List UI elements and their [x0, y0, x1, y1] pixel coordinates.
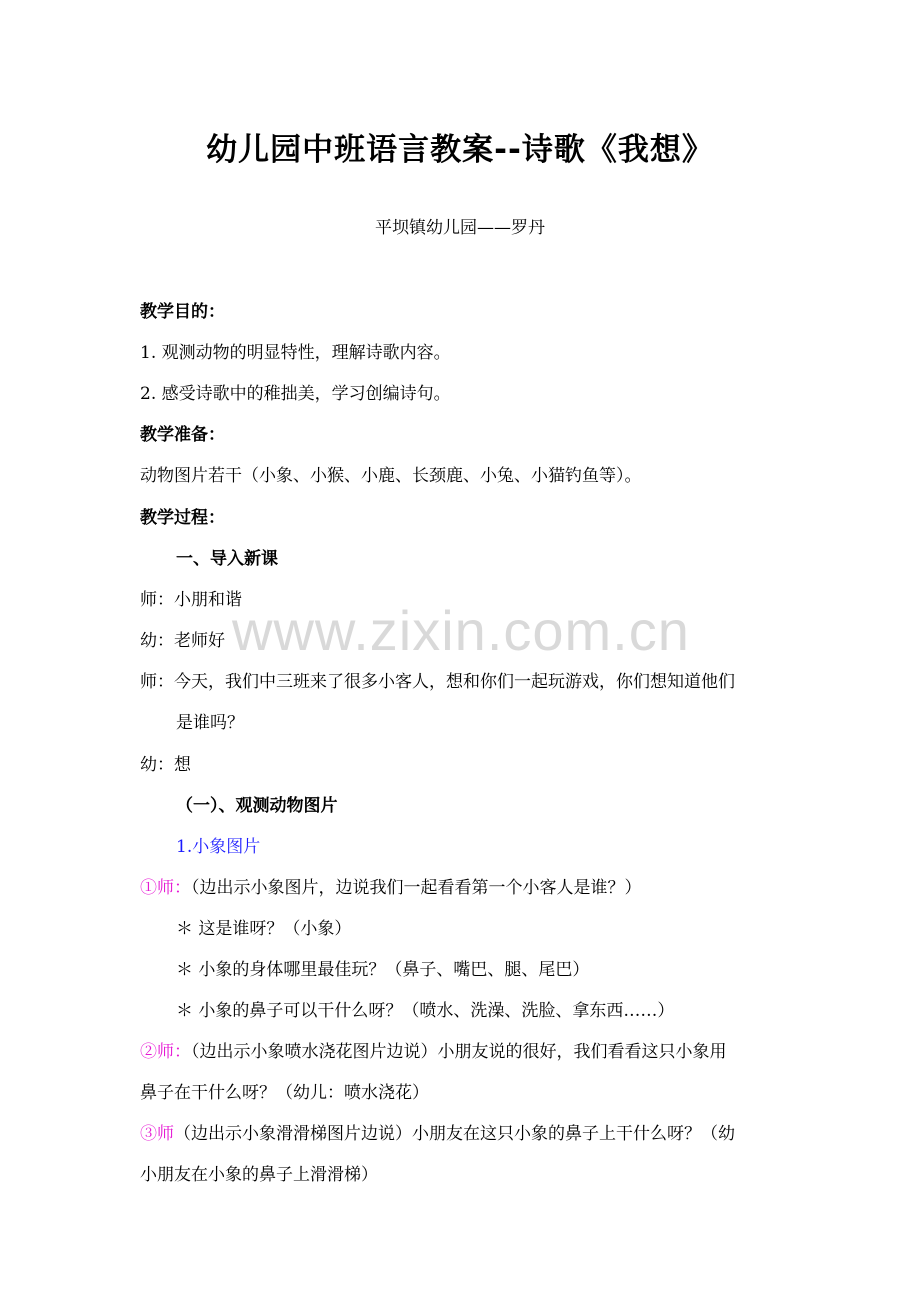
question-line-cont: 鼻子在干什么呀？（幼儿：喷水浇花）	[140, 1083, 429, 1103]
bullet-item: ＊ 小象的鼻子可以干什么呀？（喷水、洗澡、洗脸、拿东西……）	[176, 1001, 675, 1021]
question-line	[140, 1037, 727, 1062]
goal-heading: 教学目的：	[140, 302, 225, 322]
dialogue-line: 幼：老师好	[140, 631, 225, 651]
dialogue-line: 师：今天，我们中三班来了很多小客人，想和你们一起玩游戏，你们想知道他们	[140, 672, 735, 692]
dialogue-line: 师：小朋和谐	[140, 590, 242, 610]
bullet-item: ＊ 这是谁呀？（小象）	[176, 919, 352, 939]
prep-heading: 教学准备：	[140, 425, 225, 445]
dialogue-line: 幼：想	[140, 755, 191, 775]
item-heading: 1.小象图片	[176, 837, 261, 857]
teacher-label: ②师：	[140, 1042, 191, 1062]
teacher-label: ③师	[140, 1124, 174, 1144]
question-line	[140, 1119, 735, 1144]
watermark: www.zixin.com.cn	[232, 599, 690, 662]
process-heading: 教学过程：	[140, 508, 225, 528]
goal-item-1: 1. 观测动物的明显特性，理解诗歌内容。	[140, 343, 451, 363]
bullet-item: ＊ 小象的身体哪里最佳玩？（鼻子、嘴巴、腿、尾巴）	[176, 960, 590, 980]
question-line-cont: 小朋友在小象的鼻子上滑滑梯）	[140, 1165, 378, 1185]
author-line: 平坝镇幼儿园——罗丹	[375, 218, 545, 238]
prep-text: 动物图片若干（小象、小猴、小鹿、长颈鹿、小兔、小猫钓鱼等）。	[140, 466, 642, 486]
teacher-label: ①师：	[140, 878, 191, 898]
question-text: （边出示小象滑滑梯图片边说）小朋友在这只小象的鼻子上干什么呀？（幼	[174, 1124, 735, 1144]
subsection-heading: （一）、观测动物图片	[176, 796, 338, 816]
question-text: （边出示小象图片，边说我们一起看看第一个小客人是谁？）	[191, 878, 642, 898]
dialogue-line-cont: 是谁吗？	[176, 713, 244, 733]
goal-item-2: 2. 感受诗歌中的稚拙美，学习创编诗句。	[140, 384, 451, 404]
document-title: 幼儿园中班语言教案--诗歌《我想》	[206, 132, 714, 168]
question-text: （边出示小象喷水浇花图片边说）小朋友说的很好，我们看看这只小象用	[191, 1042, 727, 1062]
question-line	[140, 873, 642, 898]
step-heading: 一、导入新课	[176, 549, 278, 569]
